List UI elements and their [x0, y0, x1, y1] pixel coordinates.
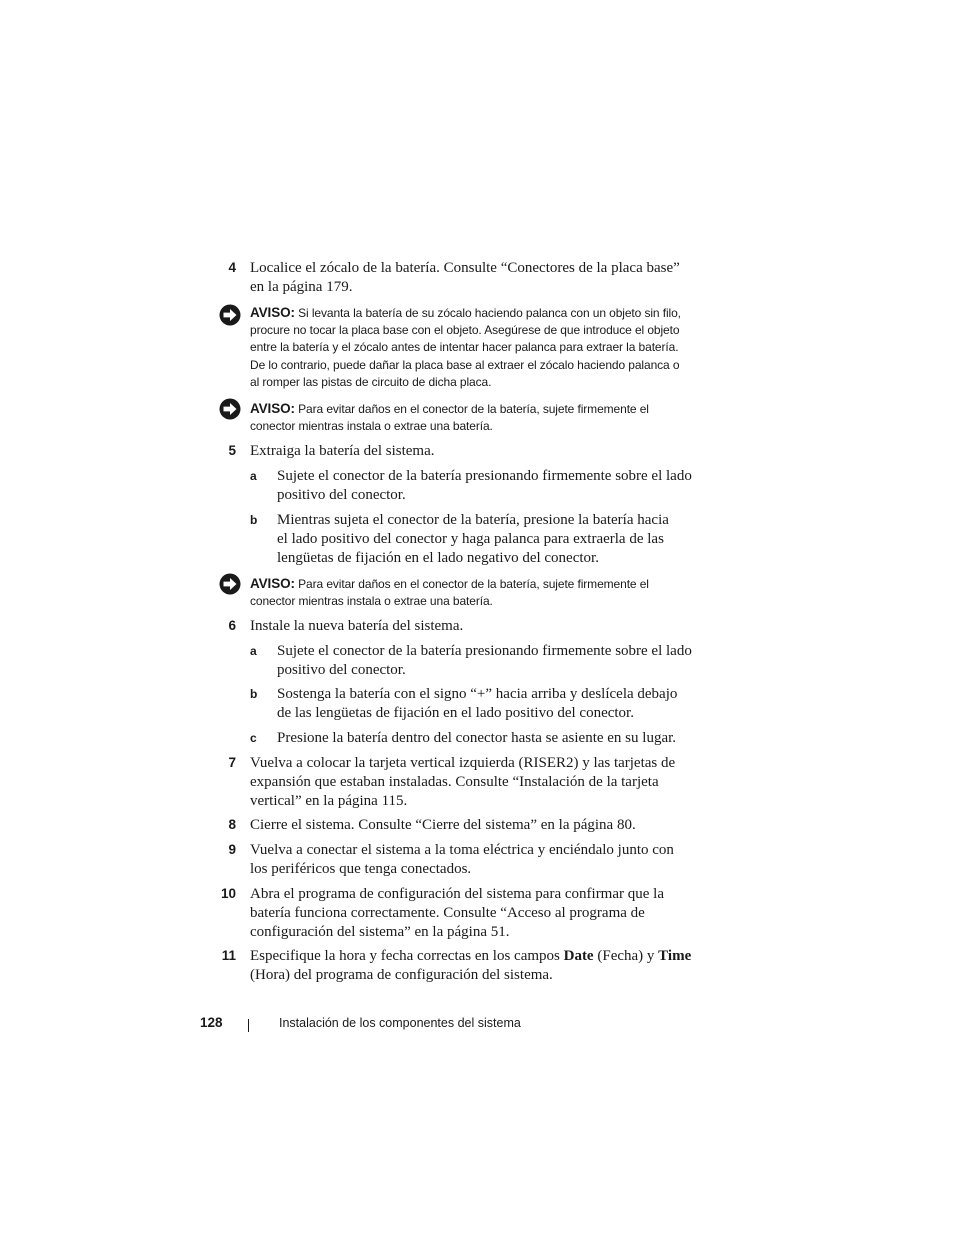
notice-label: AVISO: — [250, 305, 295, 320]
substep-text: Sostenga la batería con el signo “+” hacia arriba y deslícela debajo de las lengüetas de fijación en el lado positivo del conector. — [277, 686, 678, 721]
step-number: 9 — [228, 842, 236, 857]
substep-text: Mientras sujeta el conector de la batería, presione la batería hacia el lado positivo del conector y haga palanca para extraerla de las lengüetas de fijación en el lado negativo del conector. — [277, 512, 669, 566]
step-number: 6 — [228, 618, 236, 633]
step-text: Abra el programa de configuración del sistema para confirmar que la batería funciona correctamente. Consulte “Acceso al programa de configuración del sistema” en la página 51. — [250, 886, 664, 940]
substep-letter: b — [250, 687, 258, 701]
substep-letter: c — [250, 731, 257, 745]
notice-label: AVISO: — [250, 576, 295, 591]
substep-text: Sujete el conector de la batería presionando firmemente sobre el lado positivo del conector. — [277, 643, 692, 678]
step-text: Extraiga la batería del sistema. — [250, 443, 435, 459]
field-time: Time — [658, 948, 692, 964]
substep-text: Sujete el conector de la batería presionando firmemente sobre el lado positivo del conector. — [277, 468, 692, 503]
step-number: 10 — [220, 886, 236, 901]
step-number: 7 — [228, 755, 236, 770]
step-text: Cierre el sistema. Consulte “Cierre del sistema” en la página 80. — [250, 817, 636, 833]
step-text: Instale la nueva batería del sistema. — [250, 618, 464, 634]
notice-text: AVISO: Para evitar daños en el conector de la batería, sujete firmemente el conector mientras instala o extrae una batería. — [250, 401, 649, 434]
step-number: 5 — [228, 443, 236, 458]
step-number: 8 — [228, 817, 236, 832]
page-number: 128 — [200, 1015, 223, 1030]
step-text: Vuelva a colocar la tarjeta vertical izquierda (RISER2) y las tarjetas de expansión que estaban instaladas. Consulte “Instalación de la tarjeta vertical” en la página 115. — [250, 755, 676, 809]
substep-text: Presione la batería dentro del conector hasta se asiente en su lugar. — [277, 730, 677, 746]
step-text: Localice el zócalo de la batería. Consulte “Conectores de la placa base” en la página 179. — [250, 260, 680, 295]
notice-arrow-icon — [219, 573, 241, 595]
notice-text: AVISO: Para evitar daños en el conector de la batería, sujete firmemente el conector mientras instala o extrae una batería. — [250, 576, 649, 609]
notice-label: AVISO: — [250, 401, 295, 416]
step-number: 4 — [228, 260, 236, 275]
notice-arrow-icon — [219, 398, 241, 420]
footer-divider — [248, 1019, 249, 1032]
field-date: Date — [563, 948, 594, 964]
substep-letter: a — [250, 644, 257, 658]
substep-letter: a — [250, 469, 257, 483]
notice-arrow-icon — [219, 304, 241, 326]
step-text: Vuelva a conectar el sistema a la toma eléctrica y enciéndalo junto con los periféricos que tenga conectados. — [250, 842, 674, 877]
notice-text: AVISO: Si levanta la batería de su zócalo haciendo palanca con un objeto sin filo, procure no tocar la placa base con el objeto. Asegúrese de que introduce el objeto entre la batería y el zócalo antes de intentar hacer palanca para extraer la batería. De lo contrario, puede dañar la placa base al extraer el zócalo haciendo palanca o al romper las pistas de circuito de dicha placa. — [250, 305, 681, 389]
step-number: 11 — [221, 948, 236, 963]
step-text: Especifique la hora y fecha correctas en los campos Date (Fecha) y Time (Hora) del programa de configuración del sistema. — [250, 948, 692, 983]
substep-letter: b — [250, 513, 258, 527]
chapter-title: Instalación de los componentes del sistema — [279, 1016, 521, 1030]
